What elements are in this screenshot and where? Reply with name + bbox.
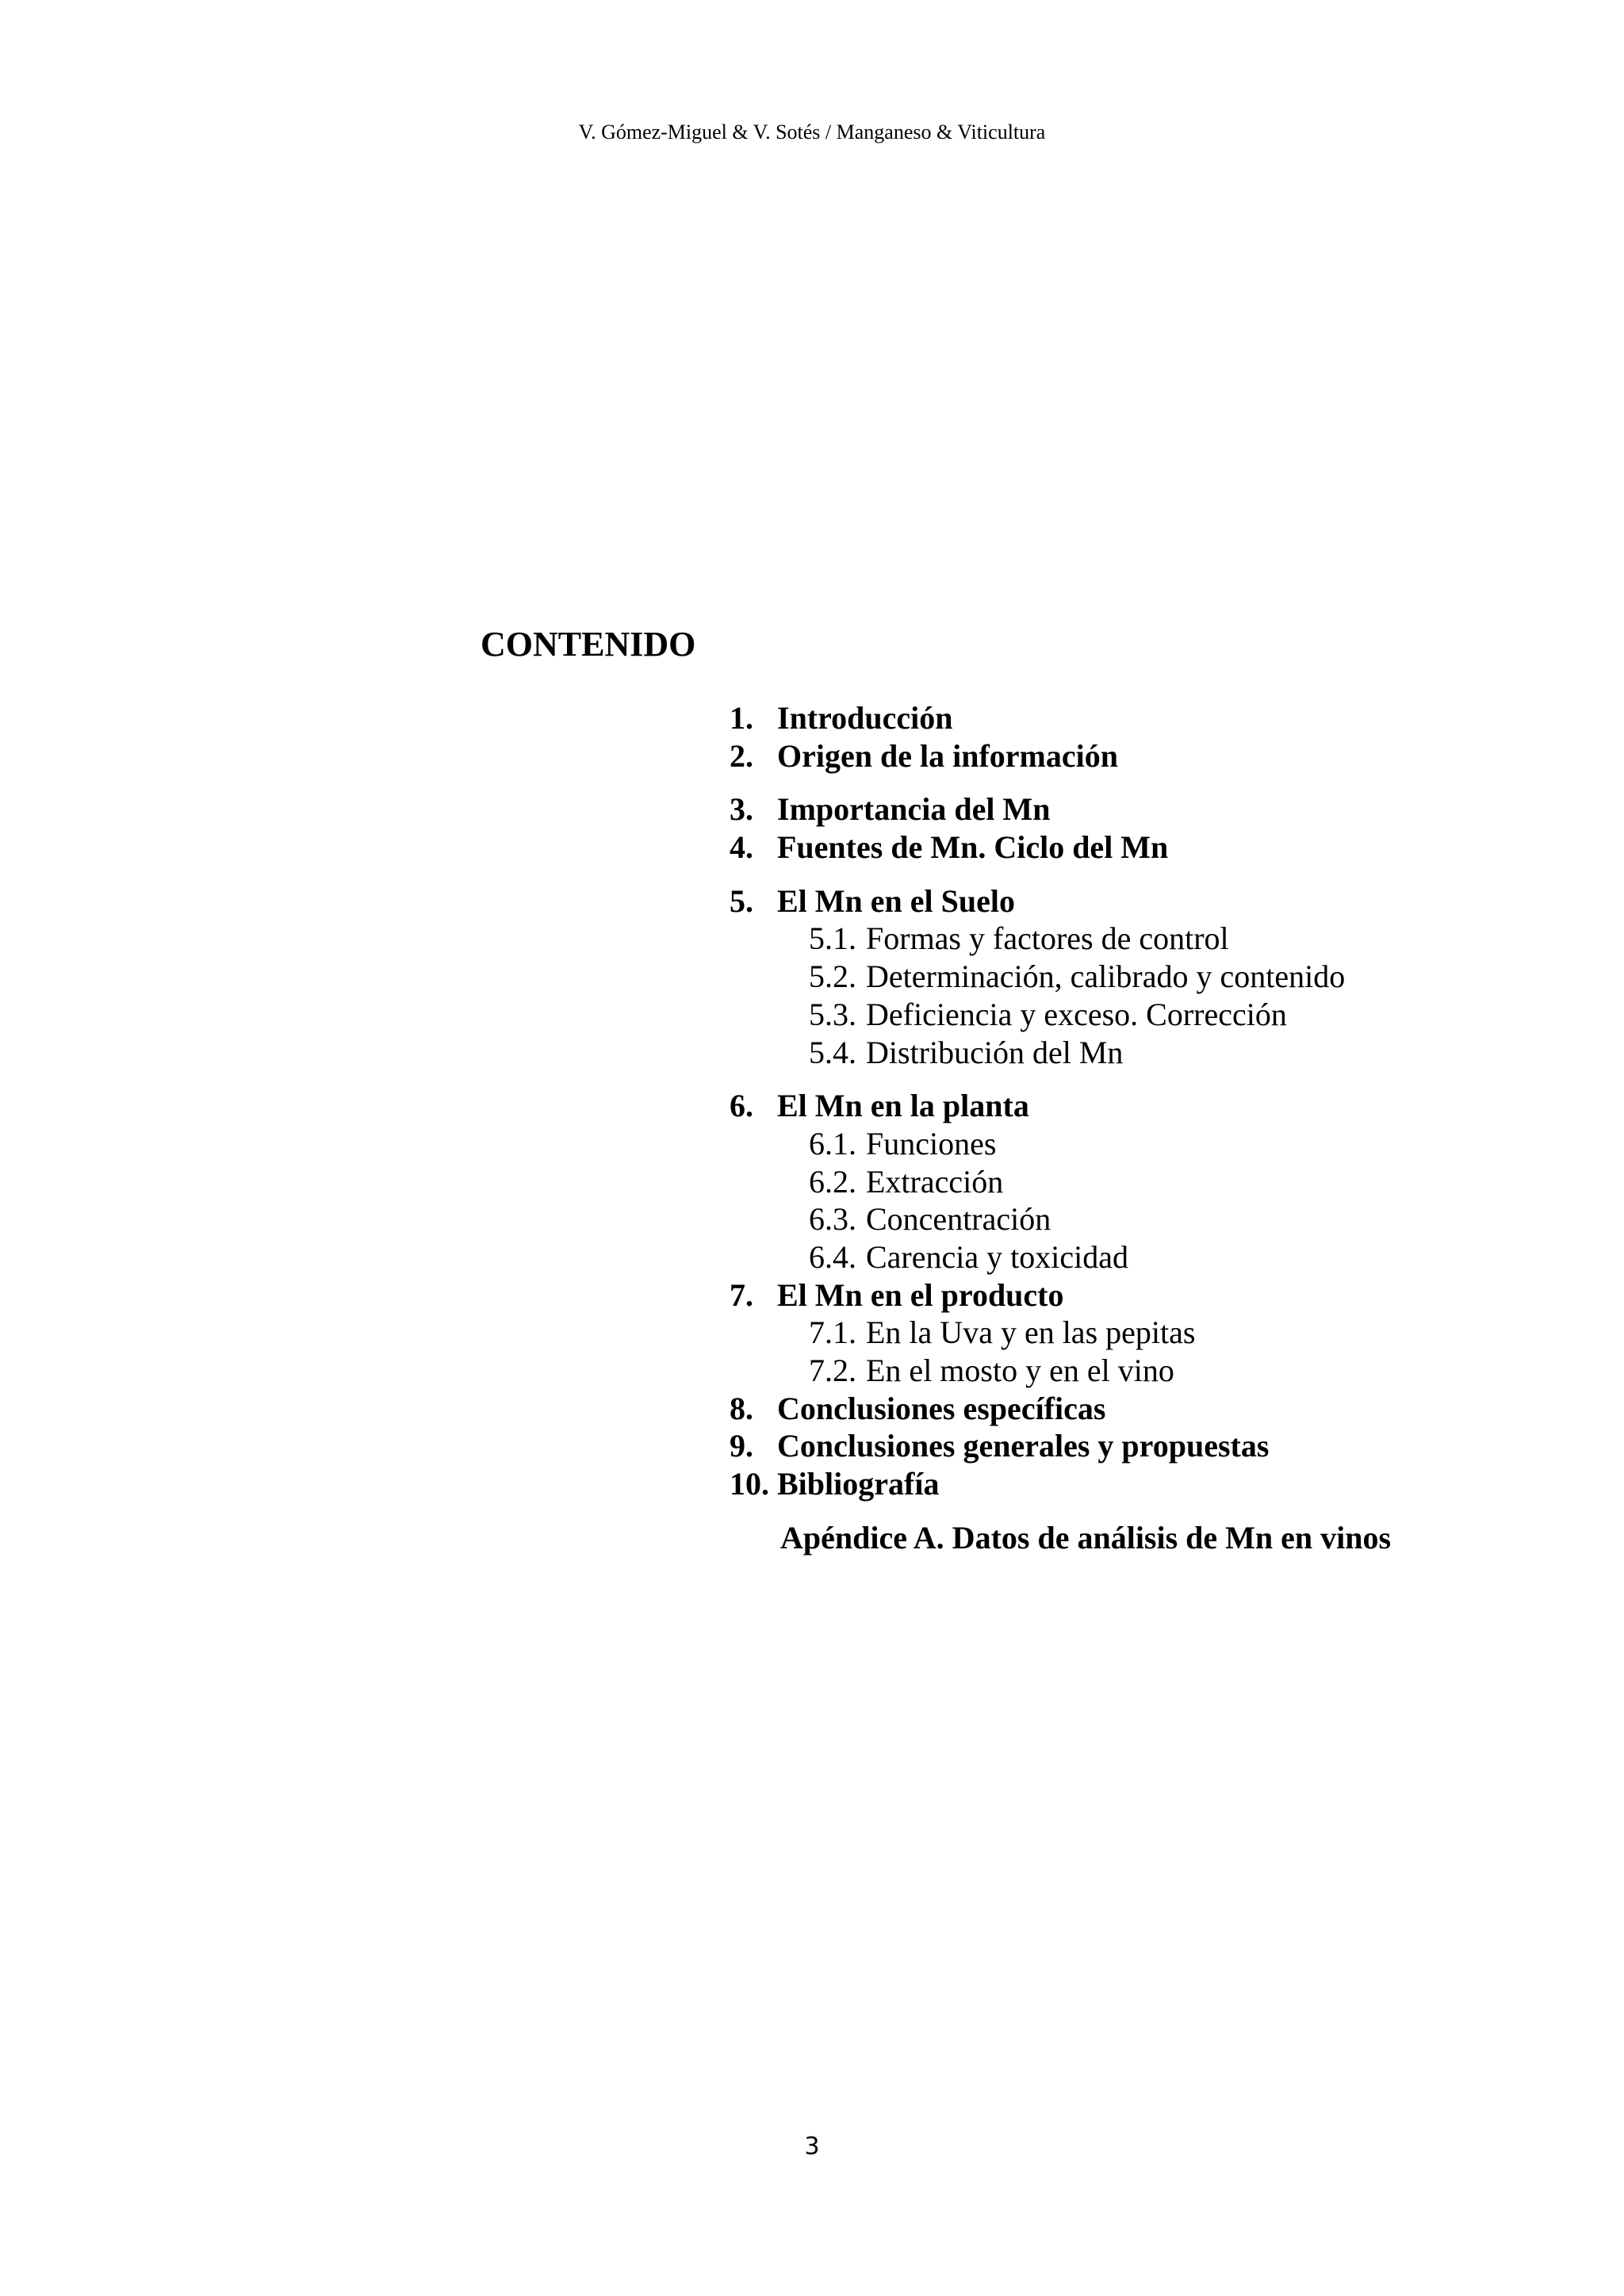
toc-subentry-5-4 [730,1034,1554,1072]
toc-entry-label: El Mn en el producto [777,1276,1064,1313]
toc-subentry-6-2 [730,1163,1554,1201]
toc-entry-label: Extracción [866,1163,1004,1200]
toc-entry-label: Funciones [866,1125,997,1161]
toc-entry-number: 6.4. [809,1238,856,1275]
toc-entry-label: Importancia del Mn [777,791,1051,828]
toc-entry-number: 8. [730,1390,753,1426]
toc-entry-number: 5.4. [809,1034,856,1070]
toc-entry-label: Deficiencia y exceso. Corrección [866,996,1287,1032]
toc-subentry-6-4 [730,1238,1554,1276]
toc-entry-label: Formas y factores de control [866,920,1229,957]
toc-entry-number: 6. [730,1088,753,1124]
toc-entry-number: 7.2. [809,1353,856,1388]
toc-entry-2-origen [730,737,1554,775]
page-number: 3 [804,2133,820,2160]
toc-subentry-5-3 [730,996,1554,1034]
toc-subentry-5-2 [730,958,1554,996]
toc-entry-label: El Mn en el Suelo [777,882,1016,919]
toc-entry-label: Introducción [777,700,953,736]
toc-subentry-7-2 [730,1352,1554,1390]
toc-entry-label: Bibliografía [777,1466,940,1502]
toc-entry-label: En el mosto y en el vino [866,1353,1174,1388]
toc-entry-label: Conclusiones generales y propuestas [777,1428,1270,1464]
running-header: V. Gómez-Miguel & V. Sotés / Manganeso & Viticultura [578,121,1046,144]
toc-subentry-5-1 [730,920,1554,958]
toc-entry-label: Distribución del Mn [866,1034,1124,1070]
toc-entry-label: Concentración [866,1201,1051,1238]
table-of-contents [730,699,1554,1556]
toc-entry-7-producto [730,1276,1554,1314]
toc-entry-number: 6.3. [809,1201,856,1238]
toc-entry-number: 5.3. [809,996,856,1032]
toc-entry-10-bibliografia [730,1465,1554,1503]
toc-entry-number: 10. [730,1466,769,1502]
toc-entry-8-conclusiones-especificas [730,1390,1554,1428]
toc-entry-number: 6.1. [809,1125,856,1161]
toc-entry-label: Fuentes de Mn. Ciclo del Mn [777,829,1169,866]
toc-entry-label: Carencia y toxicidad [866,1238,1128,1275]
toc-entry-9-conclusiones-generales [730,1427,1554,1465]
toc-entry-number: 7. [730,1276,753,1313]
toc-entry-number: 6.2. [809,1163,856,1200]
toc-subentry-6-3 [730,1200,1554,1238]
toc-entry-number: 5.2. [809,959,856,995]
toc-entry-6-planta [730,1087,1554,1125]
toc-title: CONTENIDO [481,625,696,664]
toc-entry-5-suelo [730,882,1554,920]
toc-subentry-7-1 [730,1314,1554,1352]
toc-entry-number: 2. [730,737,753,774]
toc-entry-3-importancia [730,790,1554,828]
toc-entry-label: El Mn en la planta [777,1088,1029,1124]
toc-appendix-a: Apéndice A. Datos de análisis de Mn en vinos [780,1519,1392,1556]
toc-entry-number: 1. [730,700,753,736]
toc-entry-label: Conclusiones específicas [777,1390,1106,1426]
toc-entry-label: Origen de la información [777,737,1118,774]
toc-entry-1-introduccion [730,699,1554,737]
toc-entry-number: 4. [730,829,753,866]
toc-entry-label: Determinación, calibrado y contenido [866,959,1346,995]
toc-entry-number: 9. [730,1428,753,1464]
toc-entry-label: En la Uva y en las pepitas [866,1314,1196,1351]
toc-entry-number: 5. [730,882,753,919]
toc-entry-number: 5.1. [809,920,856,957]
toc-entry-4-fuentes [730,828,1554,867]
toc-entry-number: 7.1. [809,1314,856,1351]
toc-subentry-6-1 [730,1125,1554,1163]
toc-entry-number: 3. [730,791,753,828]
